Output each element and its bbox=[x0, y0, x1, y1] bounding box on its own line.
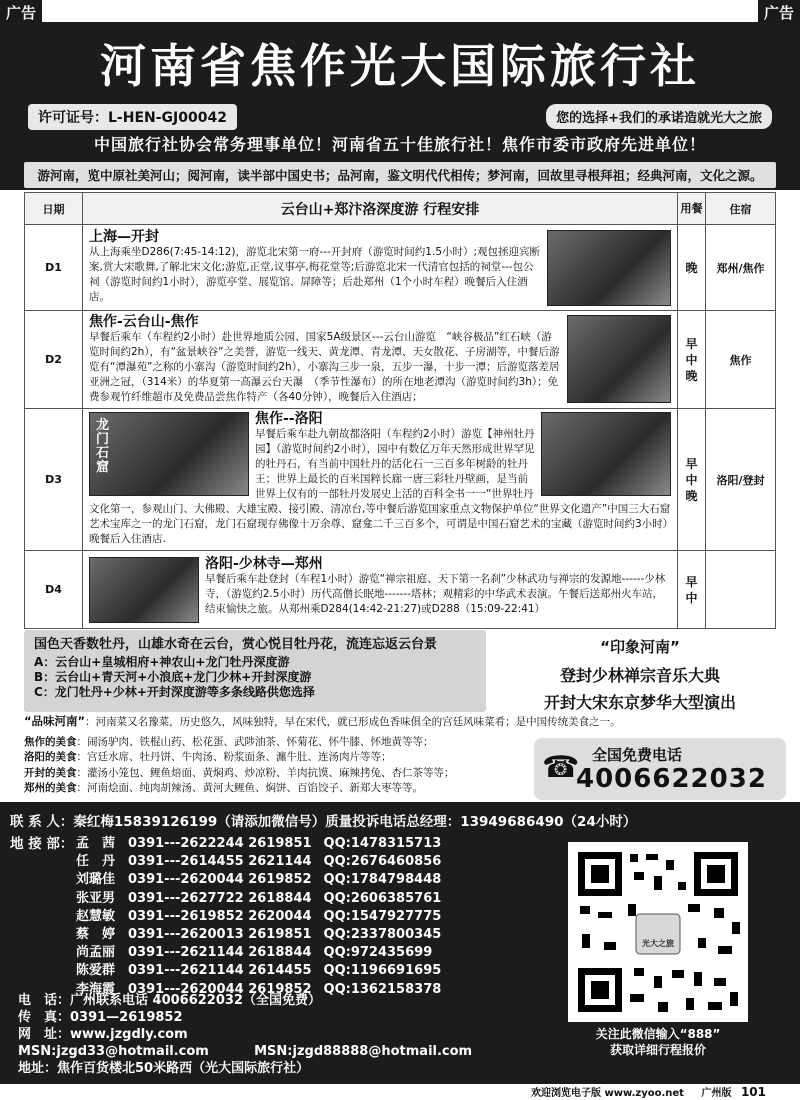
contact-qq: QQ:2606385761 bbox=[323, 890, 442, 906]
day-meal: 早 中 晚 bbox=[678, 311, 706, 409]
contact-phone: 0391---2622244 2619851 bbox=[128, 836, 312, 851]
yuntai-photo bbox=[567, 315, 671, 403]
food-items: ：闹汤驴肉、铁棍山药、松花蛋、武陟油茶、怀菊花、怀牛膝、怀地黄等等； bbox=[76, 735, 434, 748]
list-item bbox=[76, 941, 441, 959]
page-number: 101 bbox=[740, 1085, 766, 1099]
day-description bbox=[83, 311, 678, 409]
ad-label-right: 广告 bbox=[758, 0, 800, 25]
contact-phone: 0391---2614455 2621144 bbox=[128, 854, 312, 870]
contact-phone: 0391---2620044 2619852 bbox=[128, 872, 312, 888]
food-city: 洛阳的美食 bbox=[24, 751, 77, 763]
list-item bbox=[76, 923, 441, 941]
day-stay: 洛阳/登封 bbox=[706, 409, 776, 551]
contact-qq: QQ:1362158378 bbox=[323, 981, 442, 997]
show-title: “印象河南” bbox=[600, 638, 680, 656]
page-footer bbox=[0, 1084, 800, 1100]
website-link[interactable]: 网 址：www.jzgdly.com bbox=[18, 1027, 188, 1042]
qr-code[interactable] bbox=[568, 842, 748, 1022]
contact-qq: QQ:2337800345 bbox=[323, 926, 442, 942]
qr-caption-line: 获取详细行程报价 bbox=[609, 1043, 706, 1057]
contact-name: 赵慧敏 bbox=[76, 908, 116, 924]
day-description bbox=[83, 551, 678, 629]
day-title: 洛阳-少林寺—郑州 bbox=[205, 555, 323, 572]
qr-logo: 光大之旅 bbox=[642, 939, 674, 948]
contact-qq: QQ:1784798448 bbox=[323, 872, 442, 888]
ad-label-left: 广告 bbox=[0, 0, 42, 25]
day-meal: 早 中 晚 bbox=[678, 409, 706, 551]
page-title: 河南省焦作光大国际旅行社 bbox=[100, 39, 700, 93]
day-text: 早餐后乘车赴登封（车程1小时）游览“禅宗祖庭、天下第一名刹”少林武功与禅宗的发源地------少林寺，（游览约2.5小时）历代高僧长眠地-------塔林；观精彩的中华武术表演。午餐后送郑州火车站，结束愉快之旅。从郑州乘D284(14:42-21:27)或D288（15:09-22:41） bbox=[205, 572, 666, 615]
kaifeng-photo bbox=[547, 230, 671, 306]
address-line: 地址：焦作百货楼北50米路西（光大国际旅行社） bbox=[18, 1061, 310, 1076]
list-item bbox=[76, 959, 441, 977]
contact-phone: 0391---2627722 2618844 bbox=[128, 890, 312, 906]
footer-edition: 广州版 bbox=[701, 1088, 732, 1099]
food-items: ：河南烩面、纯肉胡辣汤、黄河大鲤鱼、焖饼、百馅饺子、新郑大枣等等。 bbox=[76, 782, 423, 794]
shaolin-photo bbox=[89, 557, 199, 623]
header-title: 云台山+郑汴洛深度游 行程安排 bbox=[83, 193, 678, 225]
header-meal: 用餐 bbox=[678, 193, 706, 225]
contact-name: 孟 茜 bbox=[76, 836, 116, 851]
table-row bbox=[25, 225, 776, 311]
table-row bbox=[25, 311, 776, 409]
food-items: ：宫廷水席、牡丹饼、牛肉汤、粉浆面条、瀍牛肚、连汤肉片等等； bbox=[76, 751, 392, 763]
day-stay bbox=[706, 551, 776, 629]
fax-line: 传 真：0391—2619852 bbox=[18, 1010, 183, 1025]
day-text: 早餐后乘车（车程约2小时）赴世界地质公园、国家5A级景区---云台山游览 “峡谷极品”红石峡（游览时间约2h），有“盆景峡谷”之美誉，游览一线天、黄龙潭、青龙潭、天女散花、子房湖等，中餐后游览有“潭瀑苑”之称的小寨沟（游览时间约2h），小寨沟三步一泉，五步一瀑，十步一潭；后游览落差居亚洲之冠，（314米）的华夏第一高瀑云台天瀑 （季节性瀑布）的所在地老潭沟（游览时间约3h）；免费参观竹纤维超市及免费品尝焦作特产（各40分钟），晚餐后入住酒店； bbox=[89, 330, 560, 403]
list-item bbox=[76, 905, 441, 923]
contact-phone: 0391---2620013 2619851 bbox=[128, 926, 312, 942]
day-text: 从上海乘坐D286(7:45-14:12)，游览北宋第一府---开封府（游览时间约1.5小时）;观包拯迎宾断案,赏大宋歌舞,了解北宋文化;游览,正堂,议事亭,梅花堂等;后游览北宋一代清官包括的祠堂---包公祠（游览时间约1小时），游览亭堂、展览馆、屏障等；后赴郑州（1个小时车程）晚餐后入住酒店。 bbox=[89, 245, 541, 303]
day-label: D1 bbox=[25, 225, 83, 311]
themes-strip: 游河南，览中原社美河山；阅河南，读半部中国史书；品河南，鉴文明代代相传；梦河南，回故里寻根拜祖；经典河南，文化之源。 bbox=[24, 162, 776, 188]
route-option: C：龙门牡丹+少林+开封深度游等多条线路供您选择 bbox=[34, 685, 315, 699]
peony-photo bbox=[541, 412, 671, 496]
list-item bbox=[76, 850, 441, 868]
header-day: 日期 bbox=[25, 193, 83, 225]
day-text: 早餐后乘车赴九朝故都洛阳（车程约2小时）游览【神州牡丹园】（游览时间约2小时），园中有数亿万年天然形成世界罕见的牡丹石，有当前中国牡丹的活化石一三百多年树龄的牡丹王；世界上最长的百米国粹长廊一唐三彩牡丹壁画，是当前世界上仅有的一部牡丹发展史上活的百科全书一一“世界牡丹文化第一，参观山门、大佛殿、大雄宝殿、接引殿、清凉台,等中餐后游览国家重点文物保护单位“世界文化遗产”中国三大石窟艺术宝库之一的龙门石窟，龙门石窟现存佛像十万余尊、窟龛二千三百多个，可谓是中国石窟艺术的宝藏（游览时间约3小时）晚餐后入住酒店. bbox=[89, 428, 671, 545]
show-item: 开封大宋东京梦华大型演出 bbox=[543, 693, 736, 712]
day-description bbox=[83, 409, 678, 551]
day-title: 焦作-云台山-焦作 bbox=[89, 313, 199, 330]
honors-line: 中国旅行社协会常务理事单位！河南省五十佳旅行社！焦作市委市政府先进单位！ bbox=[93, 135, 706, 154]
day-description bbox=[83, 225, 678, 311]
header-banner bbox=[0, 22, 800, 190]
promo-headline: 国色天香数牡丹，山雄水奇在云台，赏心悦目牡丹花，流连忘返云台景 bbox=[34, 637, 438, 652]
phone-line: 电 话：广州联系电话 4006622032（全国免费） bbox=[18, 993, 321, 1008]
contact-qq: QQ:1478315713 bbox=[323, 836, 442, 851]
contact-name: 李海霞 bbox=[76, 981, 116, 997]
footer-text: 欢迎浏览电子版 www.zyoo.net bbox=[531, 1088, 684, 1099]
contact-name: 蔡 婷 bbox=[76, 926, 116, 942]
contact-qq: QQ:1547927775 bbox=[323, 908, 442, 924]
food-city: 焦作的美食 bbox=[24, 735, 77, 748]
day-meal: 晚 bbox=[678, 225, 706, 311]
table-row bbox=[25, 551, 776, 629]
contact-qq: QQ:972435699 bbox=[323, 945, 433, 961]
food-city: 开封的美食 bbox=[24, 766, 77, 779]
contact-section bbox=[0, 802, 800, 1084]
contact-name: 刘璐佳 bbox=[76, 872, 116, 888]
contact-person: 联 系 人：秦红梅15839126199（请添加微信号）质量投诉电话总经理：13949686490（24小时） bbox=[10, 814, 637, 830]
contact-details bbox=[18, 992, 472, 1077]
contact-phone: 0391---2621144 2614455 bbox=[128, 963, 312, 979]
contact-name: 任 丹 bbox=[76, 854, 116, 870]
day-label: D3 bbox=[25, 409, 83, 551]
contact-phone: 0391---2619852 2620044 bbox=[128, 908, 312, 924]
qr-caption-line: 关注此微信输入“888” bbox=[595, 1027, 721, 1041]
route-option: B：云台山+青天河+小浪底+龙门少林+开封深度游 bbox=[34, 670, 312, 684]
day-title: 焦作--洛阳 bbox=[255, 411, 323, 427]
food-city: 郑州的美食 bbox=[24, 782, 77, 794]
itinerary-table bbox=[24, 192, 776, 629]
branch-list bbox=[76, 832, 441, 996]
contact-name: 陈爱群 bbox=[76, 963, 116, 979]
hotline-label: 全国免费电话 bbox=[592, 746, 683, 764]
list-item bbox=[76, 868, 441, 886]
table-row bbox=[25, 409, 776, 551]
branch-label: 地 接 部： bbox=[10, 836, 74, 852]
show-promo bbox=[500, 636, 780, 713]
contact-phone: 0391---2621144 2618844 bbox=[128, 945, 312, 961]
longmen-photo-caption: 龙门石窟 bbox=[96, 418, 110, 475]
day-title: 上海—开封 bbox=[89, 228, 159, 245]
header-stay: 住宿 bbox=[706, 193, 776, 225]
day-stay: 郑州/焦作 bbox=[706, 225, 776, 311]
route-option: A：云台山+皇城相府+神农山+龙门牡丹深度游 bbox=[34, 655, 290, 669]
day-label: D2 bbox=[25, 311, 83, 409]
hotline-box bbox=[534, 738, 786, 800]
contact-qq: QQ:1196691695 bbox=[323, 963, 442, 979]
contact-qq: QQ:2676460856 bbox=[323, 854, 442, 870]
qr-caption bbox=[548, 1026, 768, 1058]
list-item bbox=[76, 832, 441, 850]
route-promo bbox=[24, 630, 486, 712]
longmen-photo bbox=[89, 412, 249, 496]
list-item bbox=[76, 887, 441, 905]
contact-phone: 0391---2620044 2619852 bbox=[128, 981, 312, 997]
contact-name: 尚孟丽 bbox=[76, 945, 116, 961]
day-meal: 早 中 bbox=[678, 551, 706, 629]
msn-line: MSN:jzgd33@hotmail.com MSN:jzgd88888@hotmail.com bbox=[18, 1044, 473, 1059]
license-number: 许可证号：L-HEN-GJ00042 bbox=[28, 104, 237, 130]
show-item: 登封少林禅宗音乐大典 bbox=[559, 666, 720, 685]
slogan-badge: 您的选择+我们的承诺造就光大之旅 bbox=[546, 104, 772, 129]
day-label: D4 bbox=[25, 551, 83, 629]
qr-code-graphic bbox=[568, 842, 748, 1022]
food-items: ：灌汤小笼包、鲤鱼焙面、黄焖鸡、炒凉粉、羊肉抗馍、麻辣拷兔、杏仁茶等等； bbox=[76, 766, 455, 779]
contact-name: 张亚男 bbox=[76, 890, 116, 906]
food-title: “品味河南” bbox=[24, 714, 86, 728]
food-intro: ：河南菜又名豫菜，历史悠久，风味独特，早在宋代，就已形成色香味俱全的宫廷风味菜肴；是中国传统美食之一。 bbox=[85, 716, 621, 728]
day-stay: 焦作 bbox=[706, 311, 776, 409]
table-header-row bbox=[25, 193, 776, 225]
hotline-number: 4006622032 bbox=[576, 764, 767, 794]
phone-icon: ☎ bbox=[542, 750, 580, 785]
